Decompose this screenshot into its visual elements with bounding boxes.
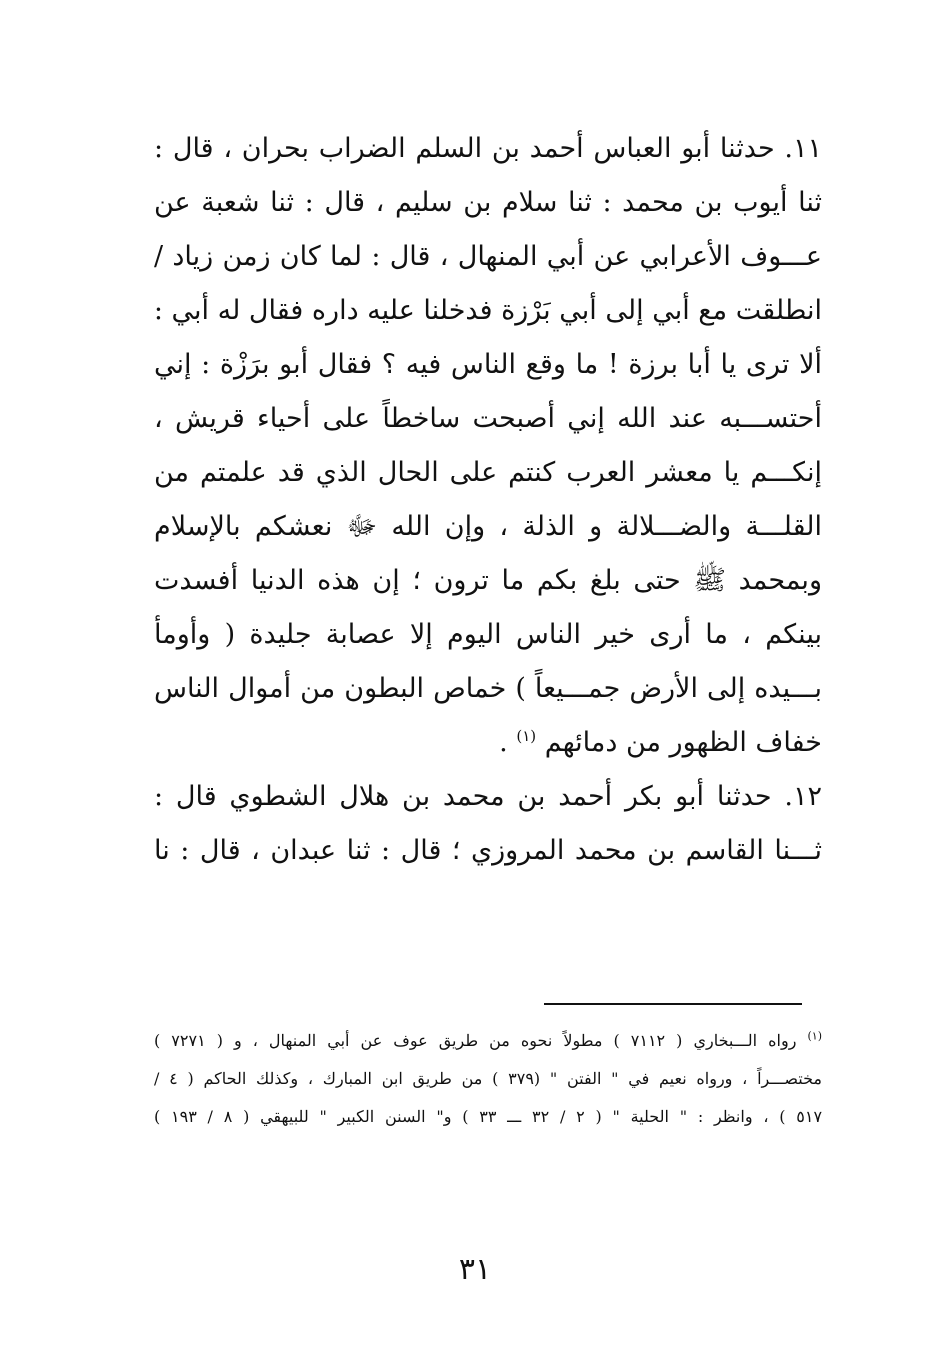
text-line: بـــيده إلى الأرض جمـــيعاً ) خماص البطون من أموال الناس [154,673,822,704]
text-line: بينكم ، ما أرى خير الناس اليوم إلا عصابة جليدة ( وأومأ [154,619,822,650]
text-line: انطلقت مع أبي إلى أبي بَرْزة فدخلنا عليه داره فقال له أبي : [153,295,822,326]
text-line: ثنا أيوب بن محمد : ثنا سلام بن سليم ، قال : ثنا شعبة عن [154,187,822,218]
footnote-marker: (١) [807,1029,822,1043]
hadith-11-paragraph [154,122,822,770]
footnote-line: مختصـــراً ، ورواه نعيم في " الفتن " (٣٧٩ ) من طريق ابن المبارك ، وكذلك الحاكم ( ٤ / [154,1069,823,1088]
text-line: القلـــة والضـــلالة و الذلة ، وإن الله ﷻ نعشكم بالإسلام [154,511,822,542]
page-number: ٣١ [458,1252,492,1287]
final-line-text: خفاف الظهور من دمائهم [544,727,822,758]
text-line: ثـــنا القاسم بن محمد المروزي ؛ قال : ثنا عبدان ، قال : نا [154,835,822,866]
footnote-reference[interactable]: (١) [516,727,537,745]
hadith-12-paragraph [154,770,822,878]
text-line: أحتســـبه عند الله إني أصبحت ساخطاً على أحياء قريش ، [154,403,822,434]
footnote-separator [544,1003,802,1005]
footnote-block [154,1022,822,1136]
main-text [154,122,822,878]
text-line: عـــوف الأعرابي عن أبي المنهال ، قال : لما كان زمن زياد / [154,241,822,272]
footnote-line-text: رواه الـــبخاري ( ٧١١٢ ) مطولاً نحوه من طريق عوف عن أبي المنهال ، و ( ٧٢٧١ ) [154,1031,797,1050]
text-line: إنكـــم يا معشر العرب كنتم على الحال الذي قد علمتم من [154,457,822,488]
text-line: وبمحمد ﷺ حتى بلغ بكم ما ترون ؛ إن هذه الدنيا أفسدت [154,565,822,596]
text-line: ١٢. حدثنا أبو بكر أحمد بن محمد بن هلال الشطوي قال : [154,781,822,812]
text-line: ١١. حدثنا أبو العباس أحمد بن السلم الضراب بحران ، قال : [154,133,822,164]
footnote-line [154,1022,822,1060]
text-line-final [154,716,822,770]
footnote-line: ٥١٧ ) ، وانظر : " الحلية " ( ٢ / ٣٢ ـــ ٣٣ ) و" السنن الكبير " للبيهقي ( ٨ / ١٩٣ ) [154,1107,823,1126]
text-line: ألا ترى يا أبا برزة ! ما وقع الناس فيه ؟ فقال أبو برَزْة : إني [154,349,822,380]
final-line-period: . [499,727,508,758]
